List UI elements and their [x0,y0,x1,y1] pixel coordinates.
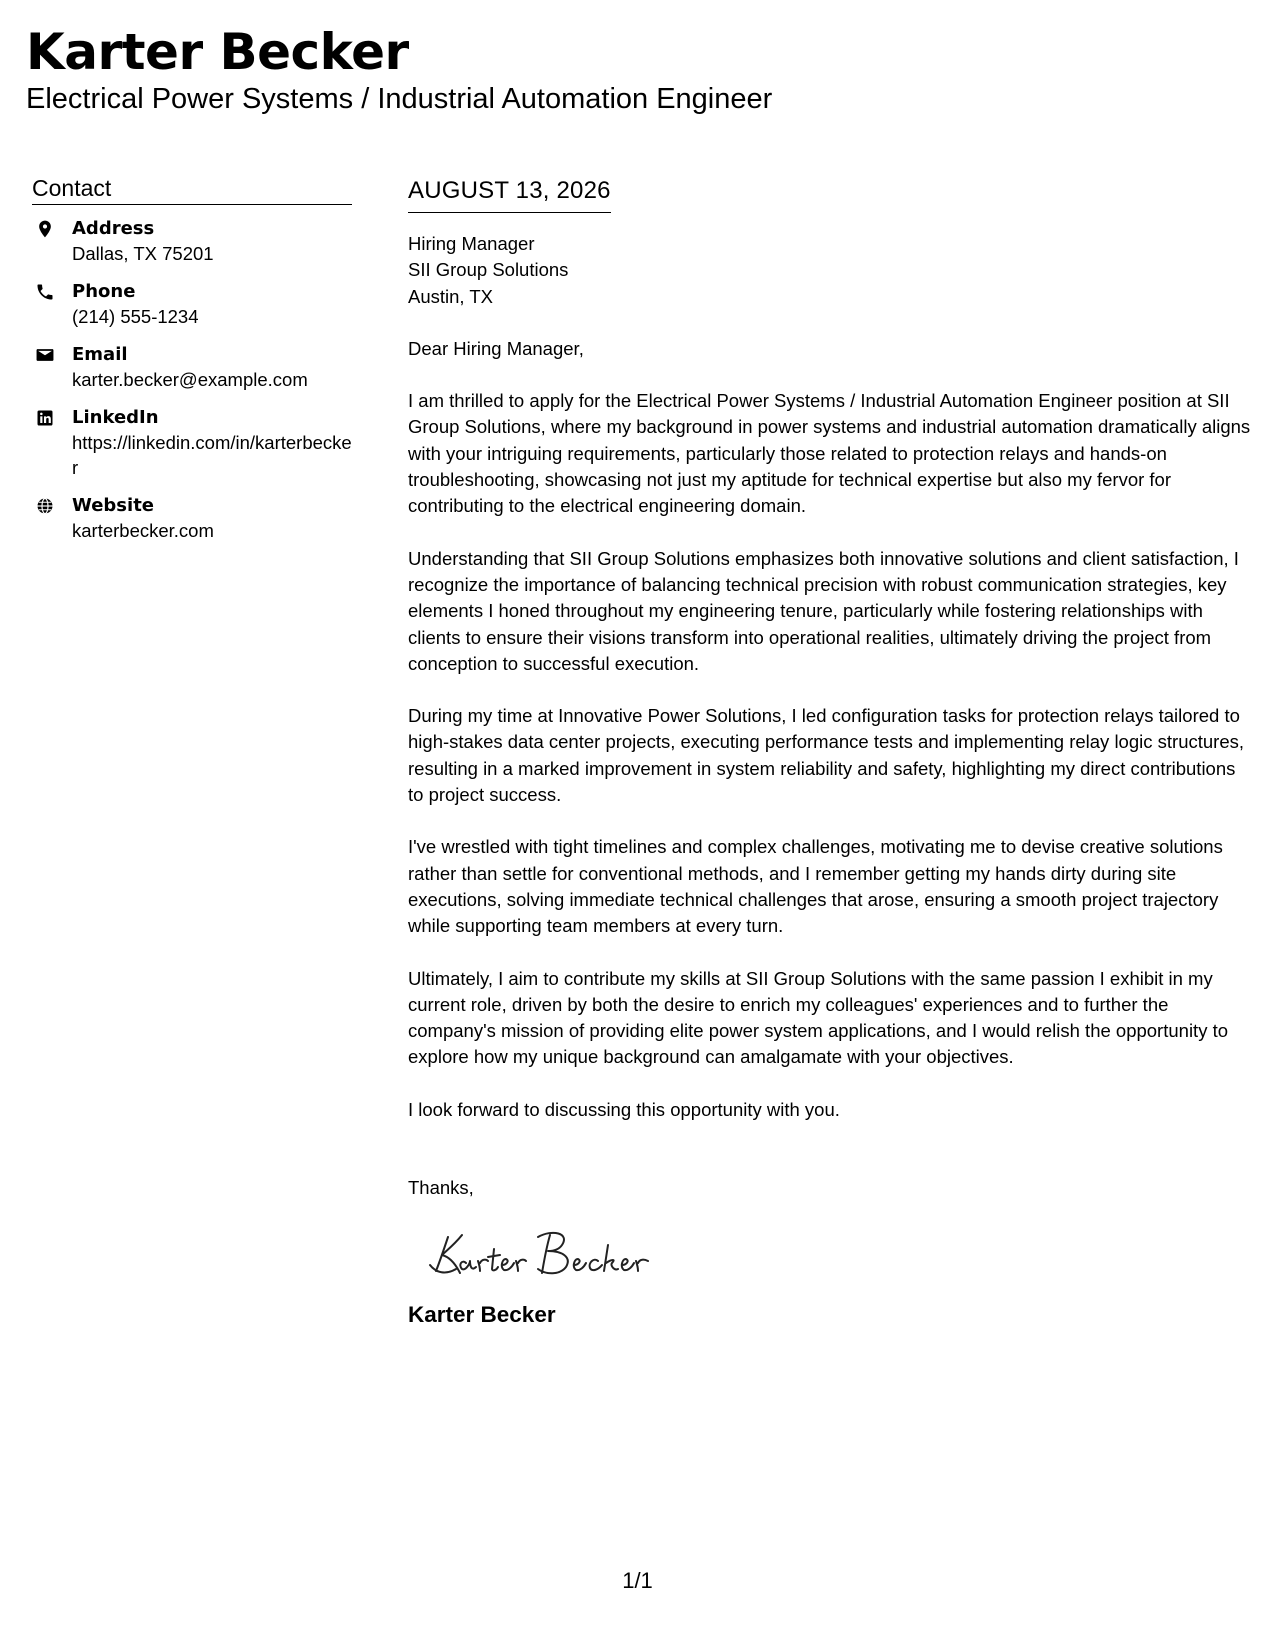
contact-sidebar [32,174,352,557]
contact-item-linkedin [32,406,352,480]
contact-value: Dallas, TX 75201 [72,243,214,264]
letter-paragraph: I am thrilled to apply for the Electrical Power Systems / Industrial Automation Engineer position at SII Group Solutions, where my background in power systems and industrial automation dramatically aligns with your intriguing requirements, particularly those related to protection relays and hands-on troubleshooting, showcasing not just my aptitude for technical expertise but also my fervor for contributing to the electrical engineering domain. [408,390,1251,517]
contact-value[interactable]: karterbecker.com [72,520,214,541]
linkedin-icon [34,407,56,429]
contact-label: LinkedIn [72,407,159,428]
page-number: 1/1 [622,1568,653,1593]
contact-label: Phone [72,281,136,302]
letter-header [26,22,772,116]
letter-date: AUGUST 13, 2026 [408,176,611,213]
applicant-title: Electrical Power Systems / Industrial Automation Engineer [26,83,773,115]
recipient-line: Austin, TX [408,285,494,307]
contact-item-address [32,217,352,266]
contact-value[interactable]: https://linkedin.com/in/karterbecker [72,432,352,478]
contact-item-email [32,343,352,392]
letter-paragraph: I look forward to discussing this opportunity with you. [408,1098,840,1120]
contact-label: Address [72,218,155,239]
closing: Thanks, [408,1177,474,1199]
contact-label: Email [72,344,128,365]
contact-value[interactable]: (214) 555-1234 [72,306,199,327]
letter-body [408,176,1253,1329]
recipient-line: SII Group Solutions [408,259,569,281]
signer-name: Karter Becker [408,1302,556,1328]
letter-paragraph: During my time at Innovative Power Solutions, I led configuration tasks for protection relays tailored to high-stakes data center projects, executing performance tests and implementing relay logic structures, resulting in a marked improvement in system reliability and safety, highlighting my direct contributions to project success. [408,705,1244,806]
letter-paragraph: Understanding that SII Group Solutions emphasizes both innovative solutions and client satisfaction, I recognize the importance of balancing technical precision with robust communication strategies, key elements I honed throughout my engineering tenure, particularly while fostering relationships with clients to ensure their visions transform into operational realities, ultimately driving the project from conception to successful execution. [408,547,1239,674]
contact-value[interactable]: karter.becker@example.com [72,369,308,390]
map-pin-icon [34,218,56,240]
contact-item-website [32,494,352,543]
contact-heading: Contact [32,174,352,205]
letter-paragraph: Ultimately, I aim to contribute my skills at SII Group Solutions with the same passion I exhibit in my current role, driven by both the desire to enrich my colleagues' experiences and to further the company's mission of providing elite power system applications, and I would relish the opportunity to explore how my unique background can amalgamate with your objectives. [408,967,1229,1068]
handwritten-signature [426,1223,1253,1283]
phone-icon [34,281,56,303]
salutation: Dear Hiring Manager, [408,337,584,359]
recipient-block [408,231,1253,310]
recipient-line: Hiring Manager [408,233,535,254]
applicant-name: Karter Becker [26,23,409,81]
contact-label: Website [72,495,155,516]
letter-paragraph: I've wrestled with tight timelines and complex challenges, motivating me to devise creative solutions rather than settle for conventional methods, and I remember getting my hands dirty during site executions, solving immediate technical challenges that arose, ensuring a smooth project trajectory while supporting team members at every turn. [408,836,1223,937]
envelope-icon [34,344,56,366]
globe-icon [34,495,56,517]
contact-item-phone [32,280,352,329]
